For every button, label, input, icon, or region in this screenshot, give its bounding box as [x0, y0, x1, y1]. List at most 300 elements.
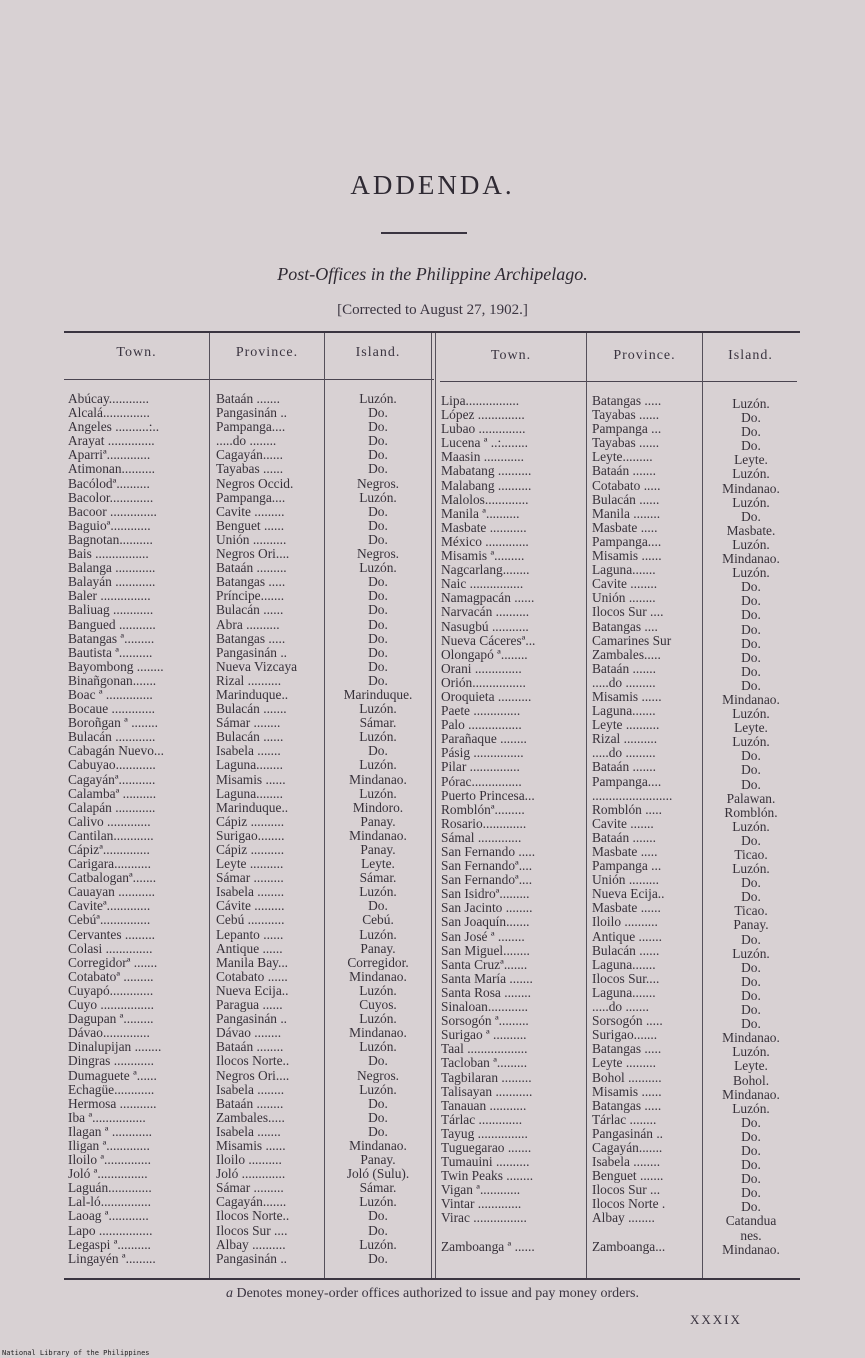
town-cell: Bulacán ............ — [68, 730, 156, 745]
island-cell: Do. — [368, 603, 388, 618]
town-cell: Orión................ — [441, 675, 526, 690]
town-cell: Sorsogón ª......... — [441, 1014, 529, 1029]
town-cell: Twin Peaks ........ — [441, 1169, 534, 1184]
province-cell: Benguet ...... — [216, 518, 285, 533]
province-cell: Isabela ........ — [216, 885, 285, 900]
town-cell: Orani .............. — [441, 661, 522, 676]
left-island-column — [326, 392, 430, 1266]
island-cell: Mindanao. — [722, 1087, 780, 1102]
island-cell: Mindanao. — [349, 969, 407, 984]
footnote-text: Denotes money-order offices authorized to issue and pay money orders. — [236, 1286, 639, 1301]
town-cell: Zamboanga ª ...... — [441, 1239, 535, 1254]
island-cell: Luzón. — [732, 707, 770, 722]
right-province-column — [592, 394, 700, 1254]
town-cell: Manila ª.......... — [441, 506, 520, 521]
province-cell: Tayabas ...... — [592, 408, 660, 423]
header-province-right: Province. — [613, 348, 676, 363]
town-cell: Dingras ............ — [68, 1054, 154, 1069]
town-cell: Atimonan.......... — [68, 462, 156, 477]
town-cell: Talisayan ........... — [441, 1084, 533, 1099]
province-cell: Pangasinán .. — [592, 1126, 664, 1141]
province-cell: Albay ........ — [592, 1211, 655, 1226]
town-cell: Bautista ª.......... — [68, 645, 153, 660]
province-cell: Misamis ...... — [592, 689, 662, 704]
province-cell: Dávao ........ — [216, 1026, 282, 1041]
province-cell: Bohol .......... — [592, 1070, 662, 1085]
island-cell: Do. — [368, 462, 388, 477]
island-cell: Sámar. — [359, 1181, 397, 1196]
town-cell: Nueva Cáceresª... — [441, 633, 536, 648]
town-cell: Bagnotan.......... — [68, 532, 153, 547]
town-cell: Echagüe............ — [68, 1082, 155, 1097]
island-cell: Mindanao. — [722, 481, 780, 496]
island-cell: Do. — [741, 650, 761, 665]
town-cell: Narvacán .......... — [441, 605, 530, 620]
province-cell: Leyte .......... — [592, 718, 660, 733]
province-cell: Tárlac ........ — [592, 1112, 657, 1127]
province-cell: Laguna........ — [216, 786, 283, 801]
town-cell: Bayombong ........ — [68, 659, 164, 674]
town-cell: Rosario............. — [441, 816, 527, 831]
town-cell: Vigan ª............ — [441, 1183, 521, 1198]
island-cell: Do. — [741, 974, 761, 989]
table-bottom-rule — [64, 1278, 800, 1280]
town-cell: Nasugbú ........... — [441, 619, 529, 634]
island-cell: Mindanao. — [722, 692, 780, 707]
island-cell: Palawan. — [726, 791, 776, 806]
island-cell: Do. — [368, 420, 388, 435]
town-cell: Tárlac ............. — [441, 1112, 523, 1127]
town-cell: Malolos............. — [441, 492, 529, 507]
island-cell: Luzón. — [359, 1082, 397, 1097]
town-cell: Colasi .............. — [68, 941, 153, 956]
header-town-left: Town. — [116, 345, 157, 360]
province-cell: Misamis ...... — [216, 1138, 286, 1153]
town-cell: San Fernando ..... — [441, 845, 536, 859]
town-cell: Misamis ª......... — [441, 549, 525, 564]
town-cell: Baguioª............ — [68, 518, 151, 533]
town-cell: Iligan ª............. — [68, 1138, 150, 1153]
island-cell: Do. — [368, 575, 388, 590]
page-title: ADDENDA. — [350, 170, 515, 200]
province-cell: Príncipe....... — [216, 589, 285, 604]
town-cell: Calapán ............ — [68, 800, 156, 815]
province-cell: Batangas ..... — [592, 1098, 662, 1113]
island-cell: Mindoro. — [352, 800, 404, 815]
province-cell: Ilocos Sur .... — [592, 605, 664, 620]
island-cell: Do. — [741, 594, 761, 609]
town-cell: Ilagan ª ............ — [68, 1124, 153, 1139]
province-cell: Pampanga.... — [216, 490, 286, 505]
province-cell: .....do ......... — [592, 746, 656, 761]
town-cell: San Isidroª......... — [441, 887, 530, 902]
island-cell: Do. — [741, 1003, 761, 1018]
island-cell: nes. — [740, 1228, 762, 1243]
province-cell: Unión ......... — [592, 873, 659, 888]
island-cell: Mindanao. — [349, 772, 407, 787]
town-cell: México ............. — [441, 534, 529, 549]
province-cell: Marinduque.. — [216, 687, 289, 702]
town-cell: Bacoor .............. — [68, 504, 157, 519]
province-cell: .....do ......... — [592, 675, 656, 690]
island-cell: Do. — [368, 406, 388, 421]
town-cell: Calambaª .......... — [68, 786, 157, 801]
province-cell: Sámar ......... — [216, 871, 284, 886]
island-cell: Sámar. — [359, 871, 397, 886]
island-cell: Negros. — [356, 1068, 400, 1083]
province-cell: Benguet ....... — [592, 1169, 664, 1184]
island-cell: Do. — [741, 425, 761, 440]
island-cell: Ticao. — [734, 904, 768, 919]
province-cell: Batangas ..... — [216, 631, 286, 646]
province-cell: Pampanga.... — [592, 774, 662, 789]
province-cell: Batangas .... — [592, 619, 658, 634]
footnote-marker: a — [225, 1286, 233, 1301]
town-cell: Bacolor............. — [68, 490, 154, 505]
province-cell: Isabela ....... — [216, 744, 281, 759]
town-cell: Olongapó ª........ — [441, 647, 528, 662]
header-rule-left — [64, 379, 434, 380]
town-cell: Tayug ............... — [441, 1126, 528, 1141]
island-cell: Mindanao. — [722, 552, 780, 567]
island-cell: Do. — [741, 580, 761, 595]
header-island-left: Island. — [355, 345, 401, 360]
province-cell — [592, 1226, 700, 1240]
province-cell: Isabela ....... — [216, 1124, 281, 1139]
province-cell: Ilocos Sur.... — [592, 971, 660, 986]
town-cell: Paete .............. — [441, 704, 521, 719]
header-rule-right — [440, 381, 797, 382]
island-cell: Luzón. — [732, 566, 770, 581]
island-cell: Do. — [741, 777, 761, 792]
town-cell: Carigara........... — [68, 857, 151, 872]
province-cell: Misamis ...... — [592, 549, 662, 564]
town-cell: Joló ª............... — [68, 1167, 148, 1182]
island-cell: Corregidor. — [347, 955, 409, 970]
province-cell: Marinduque.. — [216, 800, 289, 815]
town-cell: Dumaguete ª...... — [68, 1068, 157, 1083]
town-cell: Corregidorª ....... — [68, 955, 158, 970]
island-cell: Panay. — [360, 814, 396, 829]
town-cell: Nagcarlang........ — [441, 563, 530, 578]
town-cell: Cabuyao............ — [68, 758, 156, 773]
province-cell: Leyte ......... — [592, 1056, 656, 1071]
province-cell: Negros Occid. — [216, 476, 294, 491]
island-cell: Panay. — [360, 843, 396, 857]
province-cell: Pampanga ... — [592, 422, 662, 437]
island-cell: Do. — [368, 744, 388, 759]
island-cell: Cuyos. — [359, 998, 397, 1013]
island-cell: Luzón. — [732, 1045, 770, 1060]
province-cell: Pampanga ... — [592, 859, 662, 874]
province-cell: Cápiz .......... — [216, 843, 285, 857]
island-cell: Luzón. — [359, 1040, 397, 1055]
town-cell: San José ª ........ — [441, 929, 525, 944]
province-cell: Nueva Ecija.. — [216, 983, 289, 998]
island-cell: Luzón. — [732, 397, 770, 411]
column-divider — [324, 333, 325, 1278]
island-cell: Leyte. — [734, 1059, 768, 1074]
town-cell: Laoag ª............ — [68, 1209, 149, 1224]
town-cell: Calivo ............. — [68, 814, 151, 829]
island-cell: Luzón. — [732, 537, 770, 552]
header-province-left: Province. — [235, 345, 299, 360]
island-cell: Do. — [741, 636, 761, 651]
town-cell: Dagupan ª......... — [68, 1012, 154, 1027]
town-cell: Pilar ............... — [441, 760, 520, 775]
town-cell: Tagbilaran ......... — [441, 1070, 532, 1085]
province-cell: Bulacán ...... — [216, 603, 284, 618]
island-cell: Luzón. — [732, 862, 770, 877]
town-cell: Alcalá.............. — [68, 406, 150, 421]
town-cell: Namagpacán ...... — [441, 591, 535, 606]
province-cell: Pangasinán .. — [216, 1251, 288, 1266]
province-cell: Bulacán ....... — [216, 702, 287, 717]
island-cell: Do. — [368, 1124, 388, 1139]
header-town-right: Town. — [490, 348, 532, 363]
province-cell: Nueva Vizcaya — [216, 659, 298, 674]
province-cell: Zamboanga... — [592, 1239, 666, 1254]
province-cell: Camarines Sur — [592, 633, 672, 648]
island-cell: Catandua — [725, 1214, 777, 1229]
island-cell: Luzón. — [732, 1101, 770, 1116]
island-cell: Do. — [368, 659, 388, 674]
town-cell: Balayán ............ — [68, 575, 156, 590]
province-cell: Masbate ..... — [592, 845, 658, 859]
island-cell: Do. — [368, 1054, 388, 1069]
province-cell: Unión .......... — [216, 532, 287, 547]
town-cell: Binañgonan....... — [68, 673, 157, 688]
town-cell — [441, 1226, 584, 1240]
island-cell: Luzón. — [359, 702, 397, 717]
province-cell: Bataán ....... — [592, 830, 656, 845]
province-cell: Bataán ....... — [592, 464, 656, 479]
island-cell: Do. — [741, 763, 761, 778]
library-credit: National Library of the Philippines — [2, 1349, 150, 1357]
footnote — [0, 1286, 865, 1302]
province-cell: Tayabas ...... — [216, 462, 284, 477]
town-cell: Cauayan ........... — [68, 885, 156, 900]
town-cell: Bangued ........... — [68, 617, 156, 632]
island-cell: Do. — [741, 876, 761, 891]
town-cell: Bocaue ............. — [68, 702, 156, 717]
island-cell: Luzón. — [359, 392, 397, 406]
town-cell: Naic ................ — [441, 577, 524, 592]
island-cell: Mindanao. — [722, 1242, 780, 1257]
column-divider — [209, 333, 210, 1278]
province-cell: Paragua ...... — [216, 998, 283, 1013]
town-cell: Romblónª......... — [441, 802, 525, 817]
province-cell: .....do ........ — [216, 434, 277, 449]
province-cell: Cavite ......... — [216, 504, 285, 519]
town-cell: Baler ............... — [68, 589, 151, 604]
province-cell: Nueva Ecija.. — [592, 887, 665, 902]
province-cell: Sámar ........ — [216, 716, 281, 731]
town-cell: Caviteª............. — [68, 899, 151, 914]
town-cell: Abúcay............ — [68, 392, 149, 406]
town-cell: Cantilan............ — [68, 828, 154, 843]
town-cell: Cuyo ................ — [68, 998, 154, 1013]
town-cell: Aparriª............. — [68, 448, 151, 463]
island-cell: Marinduque. — [343, 687, 413, 702]
province-cell: Abra .......... — [216, 617, 280, 632]
town-cell: López .............. — [441, 408, 525, 423]
province-cell: Ilocos Sur .... — [216, 1223, 288, 1238]
town-cell: Cagayánª........... — [68, 772, 156, 787]
province-cell: Laguna....... — [592, 985, 656, 1000]
island-cell: Luzón. — [359, 1195, 397, 1210]
province-cell: Joló ............. — [216, 1167, 286, 1182]
town-cell: Hermosa ........... — [68, 1096, 157, 1111]
island-cell: Sámar. — [359, 716, 397, 731]
island-cell: Do. — [368, 617, 388, 632]
island-cell: Do. — [741, 509, 761, 524]
island-cell: Mindanao. — [349, 1026, 407, 1041]
island-cell: Do. — [368, 1251, 388, 1266]
island-cell: Luzón. — [359, 730, 397, 745]
town-cell: Lingayén ª......... — [68, 1251, 156, 1266]
province-cell: Zambales..... — [216, 1110, 285, 1125]
town-cell: Bais ................ — [68, 547, 149, 562]
province-cell: Isabela ........ — [216, 1082, 285, 1097]
province-cell: Rizal .......... — [216, 673, 282, 688]
province-cell: Cotabato ..... — [592, 478, 661, 493]
island-cell: Luzón. — [359, 561, 397, 576]
left-province-column — [216, 392, 322, 1266]
right-town-column — [441, 394, 584, 1254]
province-cell: Bulacán ...... — [592, 492, 660, 507]
town-cell: Catbaloganª....... — [68, 871, 157, 886]
town-cell: San Joaquín....... — [441, 915, 530, 930]
island-cell: Do. — [741, 608, 761, 623]
province-cell: Misamis ...... — [592, 1084, 662, 1099]
page-subtitle: Post-Offices in the Philippine Archipelago. — [277, 264, 588, 284]
province-cell: Ilocos Norte.. — [216, 1209, 290, 1224]
town-cell: Cebúª............... — [68, 913, 151, 928]
left-town-column — [68, 392, 208, 1266]
province-cell: .....do ....... — [592, 1000, 649, 1015]
right-island-column — [704, 397, 798, 1257]
town-cell: Lipa................ — [441, 394, 520, 408]
island-cell: Do. — [368, 645, 388, 660]
town-cell: Tumauini .......... — [441, 1155, 530, 1170]
town-cell: Boroñgan ª ........ — [68, 716, 158, 731]
province-cell: Bataán ........ — [216, 1040, 284, 1055]
province-cell: ........................ — [592, 788, 673, 803]
island-cell: Do. — [368, 448, 388, 463]
province-cell: Pangasinán .. — [216, 645, 288, 660]
province-cell: Cagayán....... — [592, 1140, 663, 1155]
town-cell: Dinalupijan ........ — [68, 1040, 162, 1055]
town-cell: Lucena ª ..:........ — [441, 436, 528, 451]
island-cell: Negros. — [356, 476, 400, 491]
column-divider — [702, 333, 703, 1278]
page-number: XXXIX — [690, 1312, 742, 1327]
province-cell: Manila Bay... — [216, 955, 289, 970]
island-cell: Luzón. — [359, 786, 397, 801]
island-cell: Do. — [741, 622, 761, 637]
province-cell: Cavite ........ — [592, 577, 658, 592]
town-cell: Oroquieta .......... — [441, 689, 532, 704]
island-cell: Do. — [741, 749, 761, 764]
town-cell: San Miguel........ — [441, 943, 530, 958]
town-cell: Boac ª .............. — [68, 687, 153, 702]
province-cell: Tayabas ...... — [592, 436, 660, 451]
province-cell: Laguna....... — [592, 704, 656, 719]
province-cell: Bulacán ...... — [216, 730, 284, 745]
province-cell: Misamis ...... — [216, 772, 286, 787]
province-cell: Cebú ........... — [216, 913, 285, 928]
island-cell: Panay. — [360, 941, 396, 956]
town-cell: Virac ................ — [441, 1211, 527, 1226]
correction-date: [Corrected to August 27, 1902.] — [337, 302, 528, 318]
town-cell: Vintar ............. — [441, 1197, 522, 1212]
town-cell: San Fernandoª.... — [441, 859, 533, 874]
province-cell: Surigao....... — [592, 1028, 658, 1043]
province-cell: Batangas ..... — [216, 575, 286, 590]
island-cell: Do. — [741, 1115, 761, 1130]
town-cell: Tacloban ª......... — [441, 1056, 528, 1071]
town-cell: Pásig ............... — [441, 746, 524, 761]
town-cell: Palo ................ — [441, 718, 522, 733]
province-cell: Ilocos Norte . — [592, 1197, 666, 1212]
town-cell: Dávao.............. — [68, 1026, 150, 1041]
island-cell: Luzón. — [359, 927, 397, 942]
island-cell: Do. — [741, 1017, 761, 1032]
island-cell: Mindanao. — [349, 1138, 407, 1153]
island-cell: Do. — [741, 890, 761, 905]
province-cell: Pangasinán .. — [216, 1012, 288, 1027]
town-cell: Sámal ............. — [441, 830, 522, 845]
province-cell: Cagayán....... — [216, 1195, 287, 1210]
town-cell: Arayat .............. — [68, 434, 155, 449]
province-cell: Bulacán ...... — [592, 943, 660, 958]
province-cell: Cavite ....... — [592, 816, 654, 831]
island-cell: Do. — [741, 1143, 761, 1158]
town-cell: Cuyapó............. — [68, 983, 154, 998]
province-cell: Ilocos Sur ... — [592, 1183, 661, 1198]
province-cell: Antique ...... — [216, 941, 283, 956]
island-cell: Panay. — [360, 1153, 396, 1168]
island-cell: Leyte. — [734, 453, 768, 468]
town-cell: Angeles ..........:.. — [68, 420, 160, 435]
town-cell: Cervantes ......... — [68, 927, 156, 942]
island-cell: Do. — [741, 678, 761, 693]
town-cell: Santa Rosa ........ — [441, 985, 532, 1000]
town-cell: Laguán............. — [68, 1181, 152, 1196]
island-cell: Do. — [368, 518, 388, 533]
province-cell: Ilocos Norte.. — [216, 1054, 290, 1069]
town-cell: Malabang .......... — [441, 478, 532, 493]
island-cell: Do. — [368, 1209, 388, 1224]
province-cell: Cápiz .......... — [216, 814, 285, 829]
province-cell: Bataán ........ — [216, 1096, 284, 1111]
town-cell: Santa María ....... — [441, 971, 533, 986]
province-cell: Pangasinán .. — [216, 406, 288, 421]
town-cell: Lal-ló............... — [68, 1195, 151, 1210]
island-cell: Masbate. — [726, 523, 776, 538]
province-cell: Bataán ....... — [216, 392, 280, 406]
town-cell: Masbate ........... — [441, 520, 527, 535]
island-cell: Do. — [368, 1223, 388, 1238]
town-cell: Baliuag ............ — [68, 603, 154, 618]
island-cell: Luzón. — [359, 1012, 397, 1027]
town-cell: Mabatang .......... — [441, 464, 532, 479]
town-cell: Bacólodª.......... — [68, 476, 150, 491]
island-cell: Cebú. — [362, 913, 394, 928]
province-cell: Leyte .......... — [216, 857, 284, 872]
town-cell: Tanauan ........... — [441, 1098, 527, 1113]
